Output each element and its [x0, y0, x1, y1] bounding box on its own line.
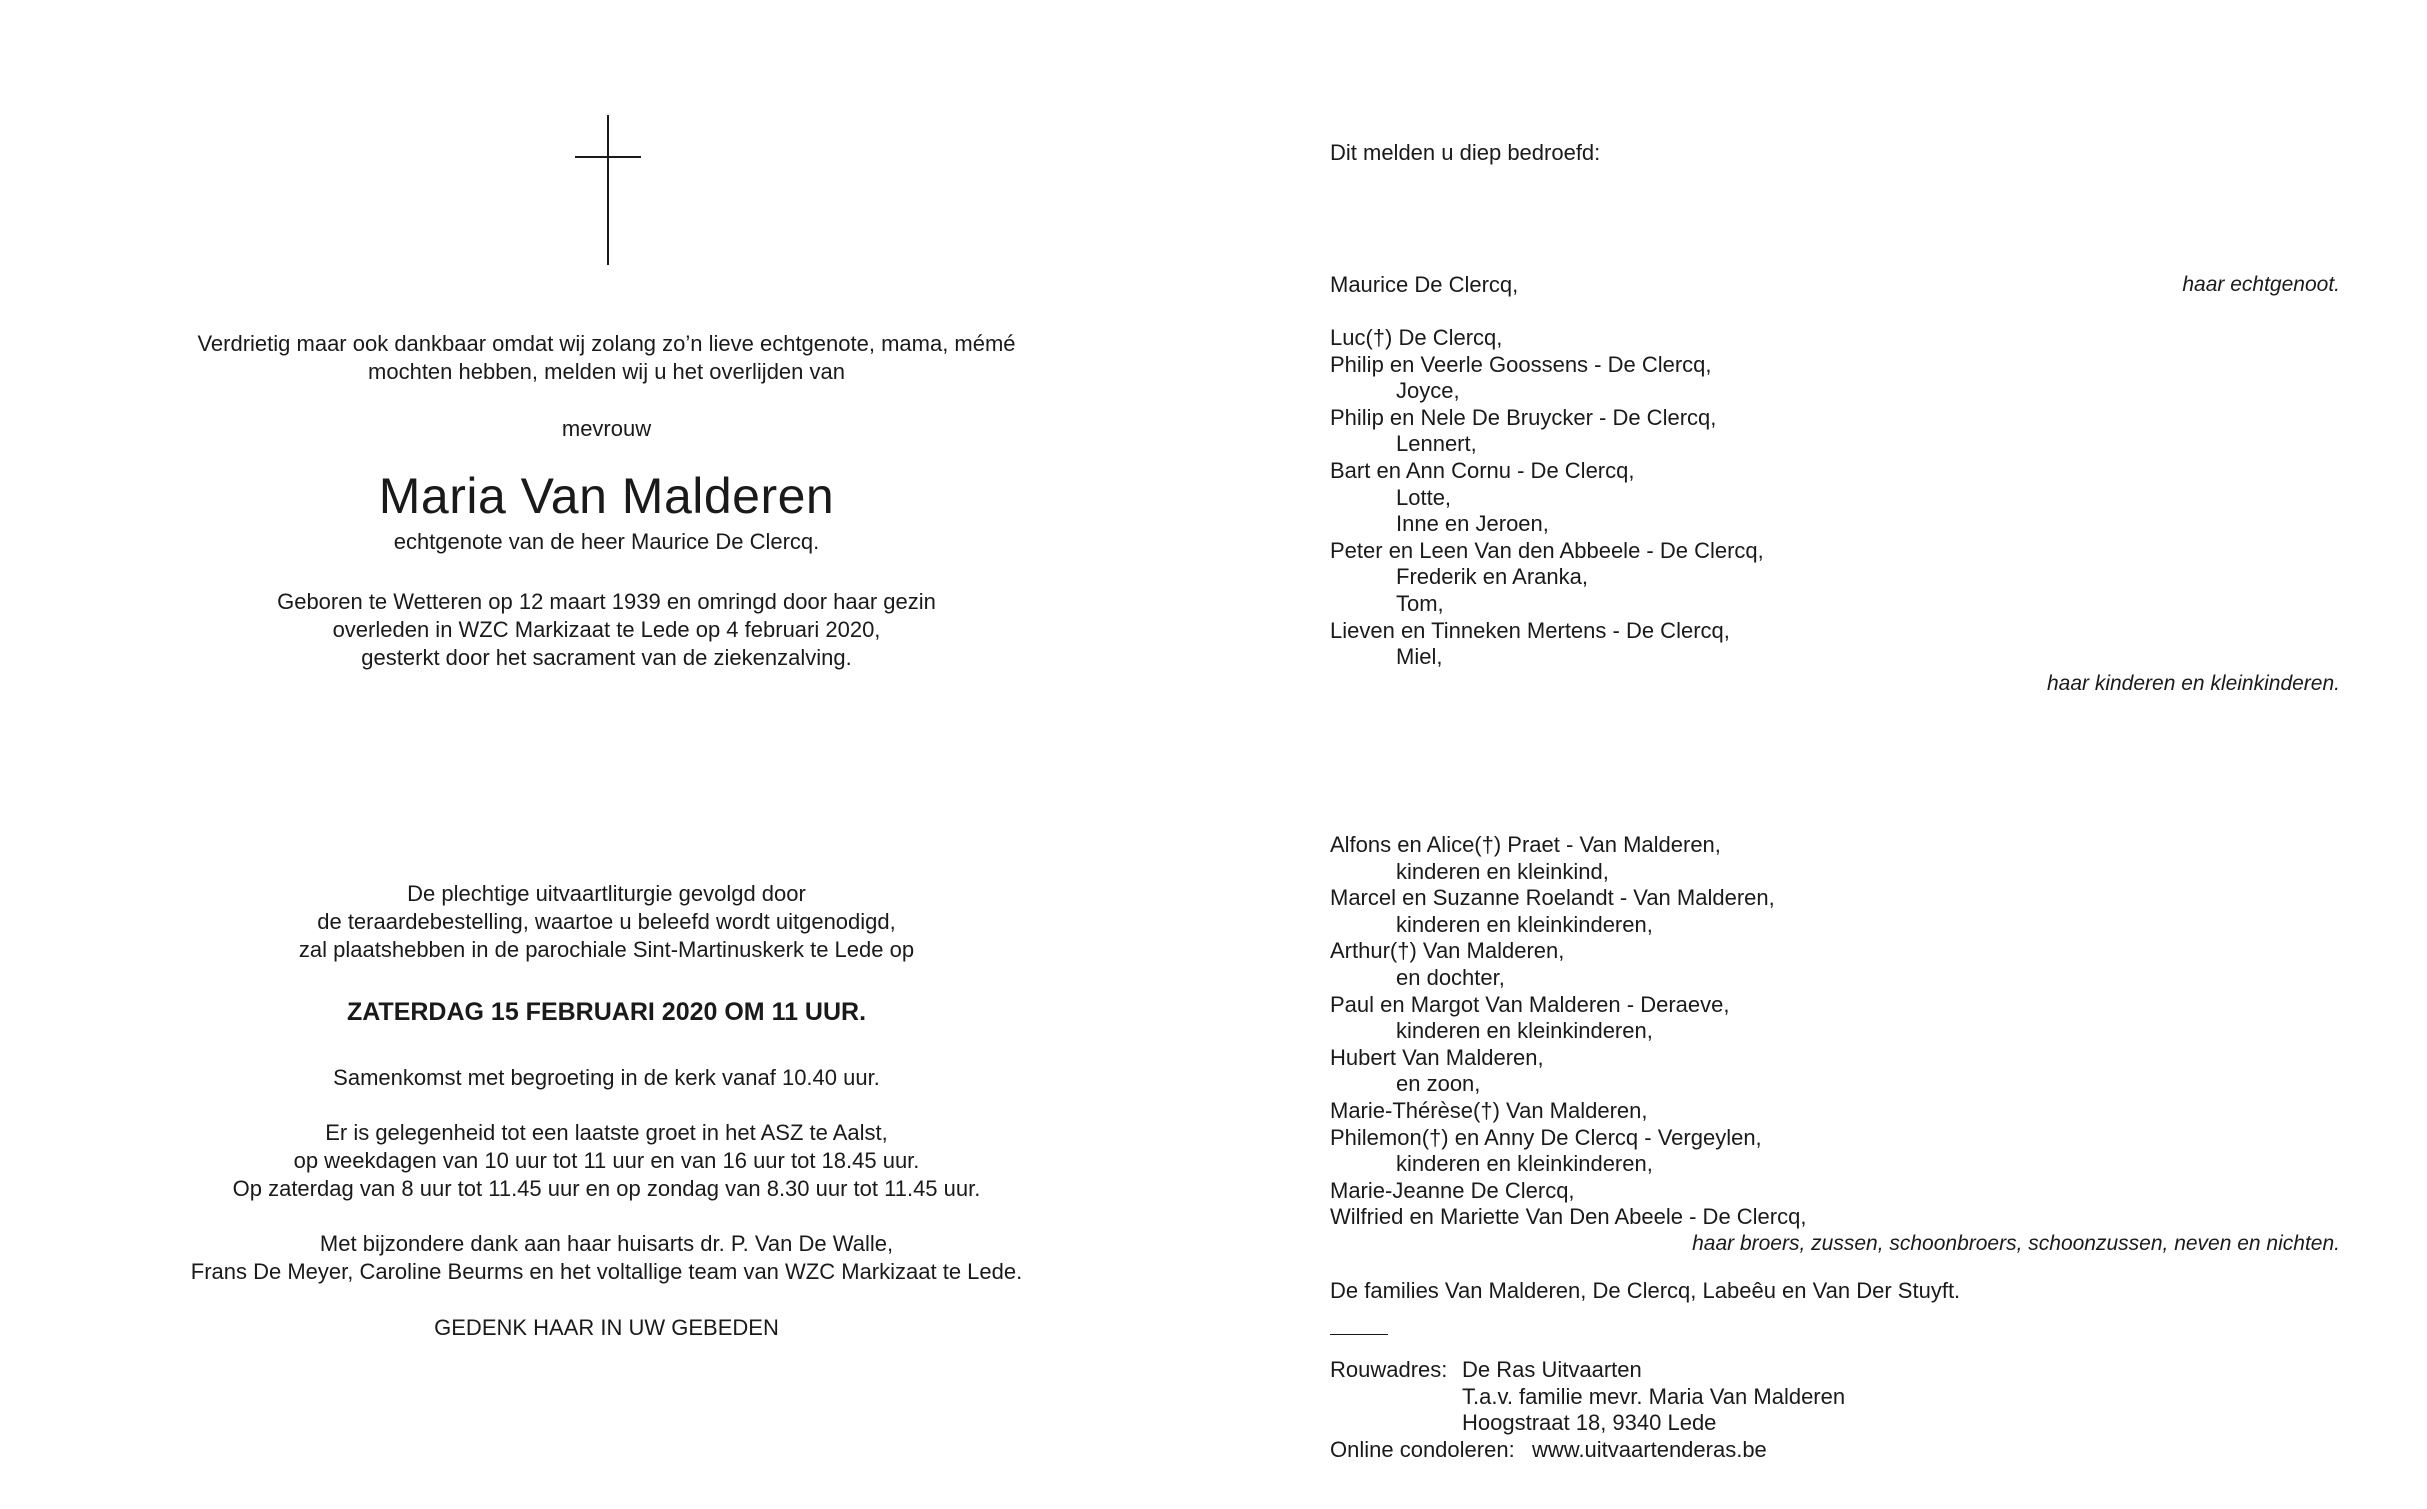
husband-role: haar echtgenoot. — [2182, 273, 2340, 296]
visiting-text — [0, 1119, 1213, 1203]
address-line: T.a.v. familie mevr. Maria Van Malderen — [1462, 1383, 1846, 1409]
sibling-entry: kinderen en kleinkinderen, — [1396, 1018, 1653, 1044]
sibling-entry: Hubert Van Malderen, — [1330, 1044, 1544, 1070]
ceremony-line: de teraardebestelling, waartoe u beleefd wordt uitgenodigd, — [317, 909, 896, 934]
thanks-line: Met bijzondere dank aan haar huisarts dr. P. Van De Walle, — [319, 1231, 894, 1256]
husband-block — [1330, 272, 2340, 299]
address-label: Rouwadres: — [1330, 1357, 1448, 1382]
child-entry: Tom, — [1396, 590, 1444, 616]
siblings-block — [1330, 832, 2340, 1258]
sibling-entry: en dochter, — [1396, 964, 1505, 990]
birth-death-text — [0, 588, 1213, 672]
address-row — [1330, 1384, 2340, 1411]
deceased-name: Maria Van Malderen — [378, 468, 835, 524]
sibling-entry: Marie-Jeanne De Clercq, — [1330, 1177, 1575, 1203]
left-panel — [0, 0, 1213, 1509]
divider — [1330, 1334, 1388, 1335]
child-entry: Miel, — [1396, 644, 1443, 670]
children-block — [1330, 325, 2340, 697]
child-entry: Peter en Leen Van den Abbeele - De Clercq, — [1330, 537, 1764, 563]
child-entry: Philip en Nele De Bruycker - De Clercq, — [1330, 404, 1717, 430]
thanks-line: Frans De Meyer, Caroline Beurms en het voltallige team van WZC Markizaat te Lede. — [190, 1259, 1023, 1284]
sibling-entry: Alfons en Alice(†) Praet - Van Malderen, — [1330, 832, 1721, 857]
children-list — [1330, 325, 2340, 671]
funeral-date: ZATERDAG 15 FEBRUARI 2020 OM 11 UUR. — [346, 998, 867, 1026]
birth-line: overleden in WZC Markizaat te Lede op 4 februari 2020, — [332, 617, 881, 642]
birth-line: Geboren te Wetteren op 12 maart 1939 en omringd door haar gezin — [277, 589, 936, 614]
sibling-entry: kinderen en kleinkinderen, — [1396, 1151, 1653, 1177]
visit-line: Op zaterdag van 8 uur tot 11.45 uur en op zondag van 8.30 uur tot 11.45 uur. — [232, 1176, 981, 1201]
child-entry: Inne en Jeroen, — [1396, 511, 1549, 537]
online-row — [1330, 1437, 2340, 1464]
ceremony-text — [0, 880, 1213, 964]
child-entry: Frederik en Aranka, — [1396, 564, 1588, 590]
sibling-entry: Marie-Thérèse(†) Van Malderen, — [1330, 1097, 1648, 1123]
sibling-entry: en zoon, — [1396, 1071, 1481, 1097]
children-role: haar kinderen en kleinkinderen. — [2046, 671, 2340, 695]
closing-text: GEDENK HAAR IN UW GEBEDEN — [434, 1315, 779, 1340]
sibling-entry: Philemon(†) en Anny De Clercq - Vergeylen, — [1330, 1124, 1762, 1150]
visit-line: op weekdagen van 10 uur tot 11 uur en van 16 uur tot 18.45 uur. — [293, 1148, 920, 1173]
thanks-text — [0, 1230, 1213, 1286]
intro-text — [0, 330, 1213, 386]
siblings-list — [1330, 832, 2340, 1231]
visit-line: Er is gelegenheid tot een laatste groet in het ASZ te Aalst, — [325, 1120, 888, 1145]
cross-icon — [575, 115, 641, 265]
child-entry: Joyce, — [1396, 378, 1460, 404]
child-entry: Bart en Ann Cornu - De Clercq, — [1330, 457, 1635, 483]
address-line: Hoogstraat 18, 9340 Lede — [1462, 1410, 1717, 1436]
sibling-entry: Wilfried en Mariette Van Den Abeele - De Clercq, — [1330, 1204, 1807, 1230]
birth-line: gesterkt door het sacrament van de ziekenzalving. — [361, 645, 852, 670]
address-block — [1330, 1322, 2340, 1463]
online-link[interactable]: www.uitvaartenderas.be — [1532, 1436, 1767, 1462]
online-label: Online condoleren: — [1330, 1436, 1515, 1462]
sibling-entry: Arthur(†) Van Malderen, — [1330, 938, 1565, 964]
child-entry: Philip en Veerle Goossens - De Clercq, — [1330, 351, 1712, 377]
sibling-entry: kinderen en kleinkind, — [1396, 858, 1609, 884]
spouse-line: echtgenote van de heer Maurice De Clercq. — [393, 529, 820, 554]
child-entry: Lieven en Tinneken Mertens - De Clercq, — [1330, 617, 1730, 643]
announce-text: Dit melden u diep bedroefd: — [1330, 140, 1601, 165]
sibling-entry: Marcel en Suzanne Roelandt - Van Malderen, — [1330, 885, 1775, 911]
child-entry: Lennert, — [1396, 431, 1477, 457]
ceremony-line: De plechtige uitvaartliturgie gevolgd door — [407, 881, 806, 906]
address-row — [1330, 1410, 2340, 1437]
sibling-entry: kinderen en kleinkinderen, — [1396, 911, 1653, 937]
intro-line: mochten hebben, melden wij u het overlijden van — [368, 359, 845, 384]
husband-row — [1330, 272, 2340, 299]
intro-line: Verdrietig maar ook dankbaar omdat wij zolang zo’n lieve echtgenote, mama, mémé — [197, 331, 1016, 356]
siblings-role: haar broers, zussen, schoonbroers, schoonzussen, neven en nichten. — [1692, 1231, 2340, 1255]
child-entry: Luc(†) De Clercq, — [1330, 325, 1503, 350]
families-text: De families Van Malderen, De Clercq, Labeêu en Van Der Stuyft. — [1330, 1278, 1961, 1303]
ceremony-line: zal plaatshebben in de parochiale Sint-Martinuskerk te Lede op — [298, 937, 915, 962]
child-entry: Lotte, — [1396, 484, 1452, 510]
address-line: De Ras Uitvaarten — [1462, 1357, 1642, 1382]
gathering-text: Samenkomst met begroeting in de kerk vanaf 10.40 uur. — [333, 1065, 880, 1090]
husband-name: Maurice De Clercq, — [1330, 272, 1519, 297]
address-row — [1330, 1357, 2340, 1384]
right-panel — [1330, 0, 2340, 1509]
sibling-entry: Paul en Margot Van Malderen - Deraeve, — [1330, 991, 1730, 1017]
title-prefix: mevrouw — [561, 416, 652, 441]
